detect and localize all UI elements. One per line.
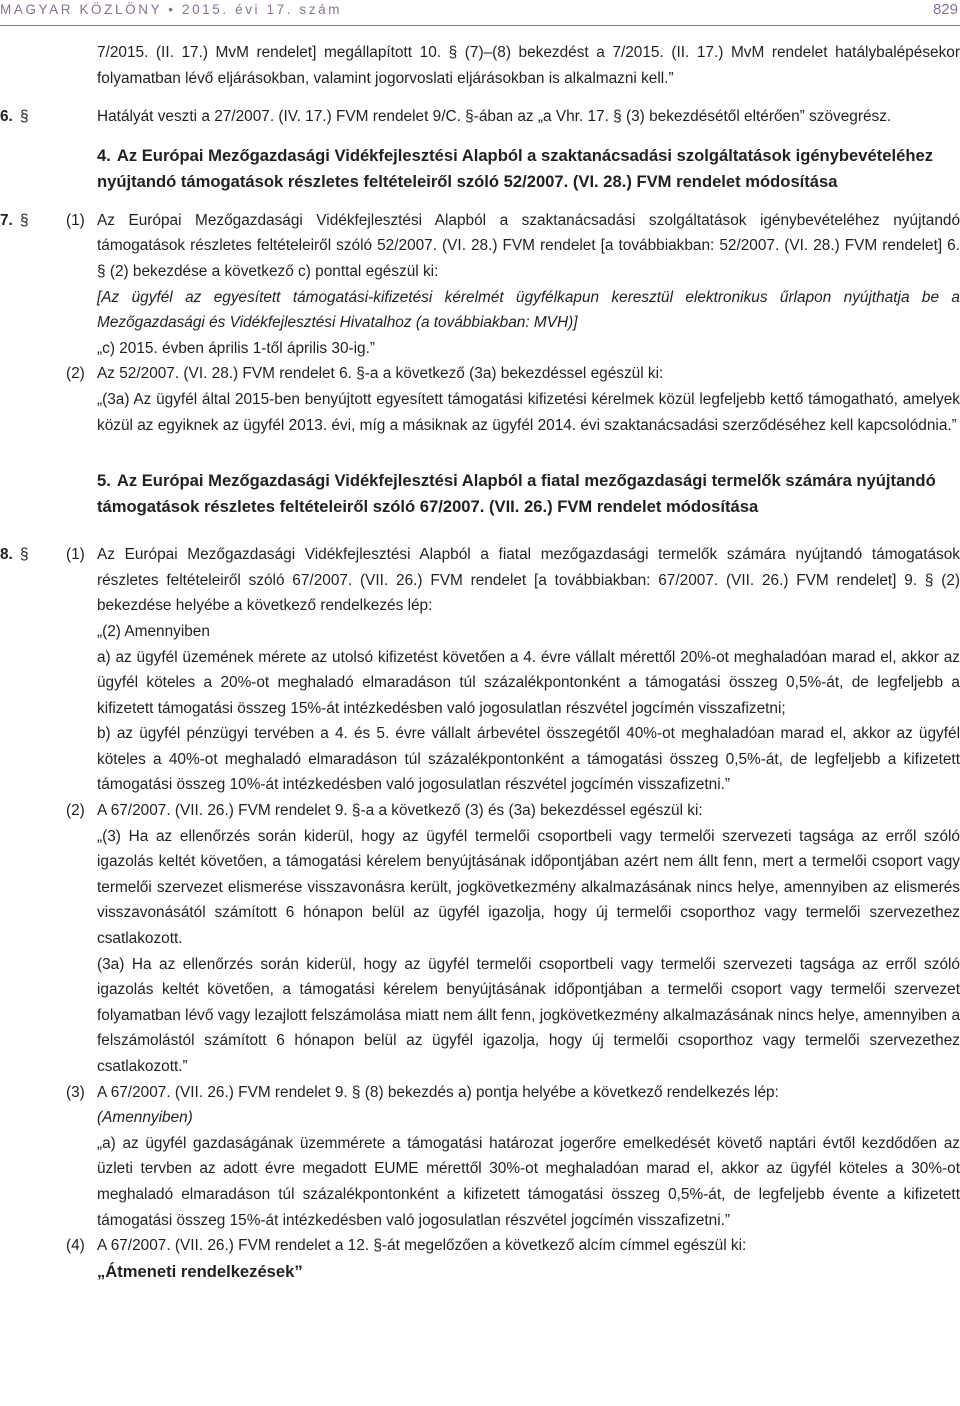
- italic-context: (Amennyiben): [97, 1109, 193, 1127]
- page-header: [0, 0, 960, 26]
- heading-title: Az Európai Mezőgazdasági Vidékfejlesztési Alapból a szaktanácsadási szolgáltatások igénybevételéhez nyújtandó támogatások részletes feltételeiről szóló 52/2007. (VI. 28.) FVM rendelet módosítása: [97, 145, 933, 191]
- document-body: [0, 40, 960, 1284]
- quoted-text: „(2) Amennyiben: [97, 622, 210, 640]
- paragraph-text: Az Európai Mezőgazdasági Vidékfejlesztési Alapból a szaktanácsadási szolgáltatások igénybevételéhez nyújtandó támogatások részletes feltételeiről szóló 52/2007. (VI. 28.) FVM rendelet [a továbbiakban: 52/2007. (VI. 28.) FVM rendelet] 6. § (2) bekezdése a következő c) ponttal egészül ki:: [97, 211, 960, 280]
- section-sign: §: [20, 546, 29, 564]
- section-8: [0, 542, 960, 1284]
- journal-title: MAGYAR KÖZLÖNY • 2015. évi 17. szám: [0, 2, 343, 17]
- section-number: 7.: [0, 211, 13, 229]
- paragraph-number: (1): [66, 546, 85, 564]
- section-number: 8.: [0, 546, 13, 564]
- quoted-text: „(3a) Az ügyfél által 2015-ben benyújtott egyesített támogatási kifizetési kérelmek közül legfeljebb kettő támogatható, amelyek közül az egyiknek az ügyfél 2013. évi, míg a másiknak az ügyfél 2014. évi szaktanácsadási szerződéséhez kell kapcsolódnia.”: [97, 390, 960, 434]
- paragraph-text: A 67/2007. (VII. 26.) FVM rendelet 9. § (8) bekezdés a) pontja helyébe a következő rendelkezés lép:: [97, 1083, 779, 1101]
- quoted-text: „c) 2015. évben április 1-től április 30-ig.”: [97, 339, 376, 357]
- quoted-text: „(3) Ha az ellenőrzés során kiderül, hogy az ügyfél termelői csoportbeli vagy termelői szervezeti tagsága az erről szóló igazolás keltét követően, a támogatási kérelem benyújtásának időpontjában azért nem állt fenn, mert a termelői csoport vagy termelői szervezet elismerése visszavonásra került, jogkövetkezmény alkalmazásának nincs helye, amennyiben az elismerés visszavonásától számított 6 hónapon belül az ügyfél igazolja, hogy új termelői csoporthoz vagy termelői szervezethez csatlakozott.: [97, 827, 960, 948]
- heading-number: 4.: [97, 145, 111, 165]
- header-rule: [0, 25, 960, 26]
- quoted-text: a) az ügyfél üzemének mérete az utolsó kifizetést követően a 4. évre vállalt mérettől 20%-ot meghaladóan marad el, akkor az ügyfél köteles a 20%-ot meghaladó elmaradáson túl százalékpontonként a támogatási összeg 0,5%-át, de legfeljebb a kifizetett támogatási összeg 15%-át intézkedésben való jogosulatlan részvétel jogcímén visszafizetni;: [97, 648, 960, 717]
- paragraph-number: (2): [66, 802, 85, 820]
- italic-context: [Az ügyfél az egyesített támogatási-kifizetési kérelmét ügyfélkapun keresztül elektronikus űrlapon nyújthatja be a Mezőgazdasági és Vidékfejlesztési Hivatalhoz (a továbbiakban: MVH)]: [97, 288, 960, 332]
- subtitle-quote: „Átmeneti rendelkezések”: [97, 1261, 303, 1281]
- paragraph-text: A 67/2007. (VII. 26.) FVM rendelet 9. §-a a következő (3) és (3a) bekezdéssel egészül ki:: [97, 802, 703, 820]
- section-sign: §: [20, 108, 29, 126]
- quoted-text: (3a) Ha az ellenőrzés során kiderül, hogy az ügyfél termelői csoportbeli vagy termelői szervezeti tagsága az erről szóló igazolás keltét követően, a támogatási kérelem benyújtásának időpontjában a termelői csoport vagy termelői szervezet folyamatban lévő vagy lezajlott felszámolása miatt nem állt fenn, jogkövetkezmény alkalmazásának nincs helye, amennyiben a felszámolástól számított 6 hónapon belül az ügyfél igazolja, hogy új termelői csoporthoz vagy termelői szervezethez csatlakozott.”: [97, 955, 960, 1075]
- paragraph-number: (2): [66, 365, 85, 383]
- paragraph-text: A 67/2007. (VII. 26.) FVM rendelet a 12. §-át megelőzően a következő alcím címmel egészül ki:: [97, 1237, 747, 1255]
- intro-paragraph: 7/2015. (II. 17.) MvM rendelet] megállapított 10. § (7)–(8) bekezdést a 7/2015. (II. 17.) MvM rendelet hatálybalépésekor folyamatban lévő eljárásokban, valamint jogorvoslati eljárásokban is alkalmazni kell.”: [97, 44, 960, 87]
- heading-number: 5.: [97, 471, 111, 491]
- section-sign: §: [20, 211, 29, 229]
- chapter-heading-5: [0, 468, 960, 520]
- page-number: 829: [932, 1, 958, 18]
- quoted-text: b) az ügyfél pénzügyi tervében a 4. és 5. évre vállalt árbevétel összegétől 40%-ot meghaladóan marad el, akkor az ügyfél köteles a 40%-ot meghaladó elmaradáson túl százalékpontonként a támogatási összeg 0,5%-át, de legfeljebb a kifizetett támogatási összeg 10%-át intézkedésben való jogosulatlan részvétel jogcímén visszafizetni.”: [97, 725, 960, 794]
- paragraph-number: (4): [66, 1237, 85, 1255]
- quoted-text: „a) az ügyfél gazdaságának üzemmérete a támogatási határozat jogerőre emelkedését követő naptári évtől kezdődően az üzleti tervben az adott évre megadott EUME mérettől 30%-ot meghaladóan marad el, akkor az ügyfél köteles a 30%-ot meghaladó elmaradáson túl százalékpontonként a kifizetett támogatási összeg 0,5%-át, de legfeljebb évente a kifizetett támogatási összeg 15%-át intézkedésben való jogosulatlan részvétel jogcímén visszafizetni.”: [97, 1134, 960, 1229]
- paragraph-number: (3): [66, 1083, 85, 1101]
- section-6: [0, 104, 960, 130]
- heading-title: Az Európai Mezőgazdasági Vidékfejlesztési Alapból a fiatal mezőgazdasági termelők számára nyújtandó támogatások részletes feltételeiről szóló 67/2007. (VII. 26.) FVM rendelet módosítása: [97, 471, 936, 517]
- paragraph-text: Az 52/2007. (VI. 28.) FVM rendelet 6. §-a a következő (3a) bekezdéssel egészül ki:: [97, 365, 664, 383]
- section-text: Hatályát veszti a 27/2007. (IV. 17.) FVM rendelet 9/C. §-ában az „a Vhr. 17. § (3) bekezdésétől eltérően” szövegrész.: [97, 108, 892, 126]
- paragraph-number: (1): [66, 211, 85, 229]
- section-number: 6.: [0, 108, 13, 126]
- paragraph-text: Az Európai Mezőgazdasági Vidékfejlesztési Alapból a fiatal mezőgazdasági termelők számára nyújtandó támogatások részletes feltételeiről szóló 67/2007. (VII. 26.) FVM rendelet [a továbbiakban: 67/2007. (VII. 26.) FVM rendelet] 9. § (2) bekezdése helyébe a következő rendelkezés lép:: [97, 546, 960, 615]
- section-7: [0, 208, 960, 438]
- chapter-heading-4: [0, 143, 960, 195]
